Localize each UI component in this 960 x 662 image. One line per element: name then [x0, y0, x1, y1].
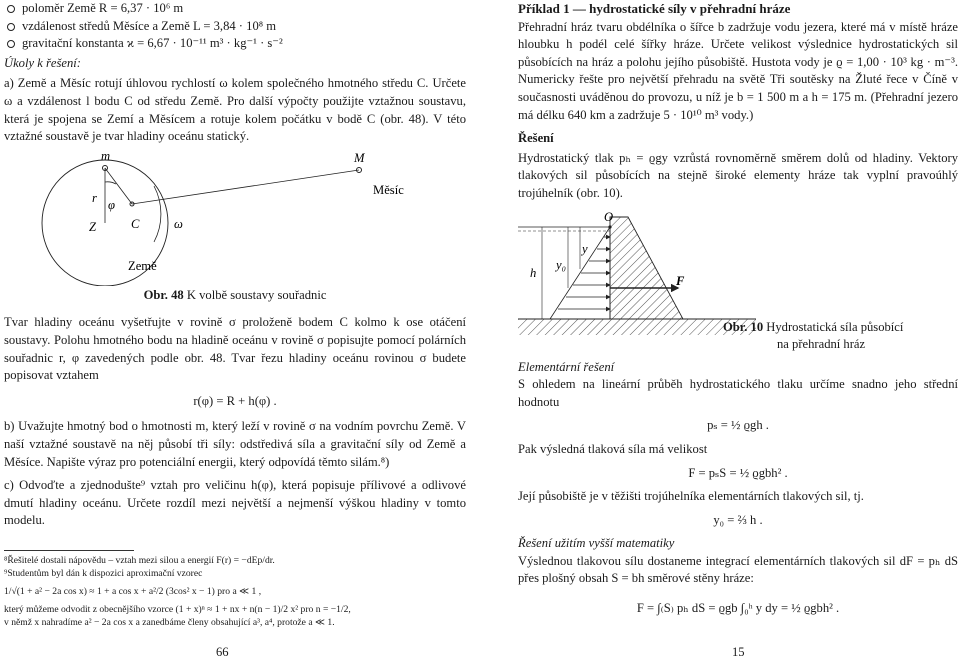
paragraph-shape: Tvar hladiny oceánu vyšetřujte v rovině σ proloženě bodem C kolmo k ose otáčení soustavy. Polohu hmotného bodu na hladině oceánu v rovině σ popisujte pomocí polárních souřadnic r, φ zavedených podle obr. 48. Tvar řezu hladiny oceánu rovinou σ budete popisovat vztahem [4, 315, 466, 383]
caption-number: Obr. 10 [723, 319, 764, 334]
label-m: m [101, 148, 111, 163]
page-number: 15 [732, 645, 745, 659]
tasks-label: Úkoly k řešení: [4, 55, 81, 70]
caption-text: K volbě soustavy souřadnic [186, 287, 327, 302]
force-text: Pak výsledná tlaková síla má velikost [518, 441, 708, 456]
footnote-line: který můžeme odvodit z obecnějšího vzorce (1 + x)ⁿ ≈ 1 + nx + n(n − 1)/2 x² pro n = −1/2, [4, 603, 351, 615]
elementary-text: S ohledem na lineární průběh hydrostatického tlaku určíme snadno jeho střední hodnotu [518, 377, 958, 409]
footnote-line: v němž x nahradíme a² − 2a cos x a zanedbáme členy obsahující a³, a⁴, protože a ≪ 1. [4, 617, 335, 629]
dam-body [610, 217, 683, 319]
angle-arc [105, 182, 116, 184]
caption-text: Hydrostatická síla působící [766, 319, 904, 334]
equation-r-phi: r(φ) = R + h(φ) . [193, 393, 277, 408]
label-C: C [131, 216, 140, 231]
list-item: poloměr Země R = 6,37 · 10⁶ m [4, 0, 466, 18]
figure-48-caption [4, 287, 466, 305]
equation-F: F = pₛS = ½ ϱgbh² . [688, 465, 788, 480]
label-F: F [676, 273, 685, 288]
equation-ps: pₛ = ½ ϱgh . [707, 418, 769, 433]
footnote-equation: 1/√(1 + a² − 2a cos x) ≈ 1 + a cos x + a²/2 (3cos² x − 1) pro a ≪ 1 , [4, 586, 262, 598]
axis-line [132, 170, 359, 204]
figure-10-caption [723, 319, 903, 354]
solution-heading: Řešení [518, 131, 554, 146]
rotation-arc [154, 186, 161, 242]
example-heading: Příklad 1 — hydrostatické síly v přehradní hráze [518, 1, 791, 16]
footnote-8: ⁸Řešitelé dostali nápovědu – vztah mezi silou a energií F(r) = −dEp/dr. [4, 554, 275, 566]
equation-integral: F = ∫₍S₎ pₕ dS = ϱgb ∫₀ʰ y dy = ½ ϱgbh² . [636, 601, 840, 616]
task-c: c) Odvoďte a zjednodušte⁹ vztah pro veličinu h(φ), která popisuje přílivové a odlivové dmutí hladiny oceánu. Určete rozdíl mezi největší a nejmenší výškou hladiny v tomto modelu. [4, 478, 466, 528]
label-M: M [354, 150, 365, 165]
page-number: 66 [216, 645, 229, 659]
higher-math-heading: Řešení užitím vyšší matematiky [518, 536, 675, 551]
point-text: Její působiště je v těžišti trojúhelníka elementárních tlakových sil, tj. [518, 489, 864, 504]
caption-text: na přehradní hráz [777, 337, 866, 352]
label-Z: Z [89, 219, 97, 234]
right-page [518, 0, 958, 658]
label-omega: ω [174, 216, 183, 231]
caption-number: Obr. 48 [143, 287, 184, 302]
earth-moon-diagram [4, 146, 464, 286]
task-a: a) Země a Měsíc rotují úhlovou rychlostí ω kolem společného hmotného středu C. Určete ω a vzdálenost l bodu C od středu Země. Pro další výpočty použijte vztažnou soustavu, která je spojena se Zemí a Měsícem a rotuje kolem počátku v bodě C (obr. 48). V této vztažné soustavě je tvar hladiny oceánu statický. [4, 76, 466, 144]
label-zeme: Země [128, 258, 157, 273]
figure-10 [518, 209, 958, 352]
left-page [4, 0, 466, 658]
equation-y0: y₀ = ⅔ h . [713, 512, 763, 527]
ground-hatch [518, 319, 756, 335]
given-values-list [4, 0, 466, 53]
origin-point [608, 225, 611, 228]
label-O: O [604, 209, 614, 224]
label-y0: y₀ [556, 257, 566, 272]
elementary-heading: Elementární řešení [518, 359, 615, 374]
label-y: y [582, 241, 588, 256]
list-item: vzdálenost středů Měsíce a Země L = 3,84 · 10⁸ m [4, 18, 466, 36]
higher-math-text: Výslednou tlakovou sílu dostaneme integrací elementárních tlakových sil dF = pₕ dS přes plošný obsah S = bh směrové stěny hráze: [518, 553, 958, 586]
list-item: gravitační konstanta ϰ = 6,67 · 10⁻¹¹ m³ · kg⁻¹ · s⁻² [4, 35, 466, 53]
example-intro: Přehradní hráz tvaru obdélníka o šířce b zadržuje vodu jezera, které má v místě hráze hloubku h podél celé šířky hráze. Určete velikost výslednice hydrostatických sil působících na hráz a polohu jejího působiště. Hustota vody je ϱ = 1,00 · 10³ kg · m⁻³. Numericky řešte pro největší přehradu na světě Tři soutěsky na Žluté řece v Číně v současnosti uváděnou do provozu, u níž je b = 1 500 m a h = 175 m. (Přehradní jezero má délku 640 km a zadržuje 5 · 10¹⁰ m³ vody.) [518, 19, 958, 122]
label-phi: φ [108, 197, 115, 212]
footnote-rule [4, 550, 134, 551]
task-b: b) Uvažujte hmotný bod o hmotnosti m, který leží v rovině σ na vodním povrchu Země. V naší vztažné soustavě na něj působí tři síly: odstředivá síla a gravitační síly od Země a Měsíce. Napište výraz pro potenciální energii, který odpovídá těmto silám.⁸) [4, 419, 466, 469]
label-mesic: Měsíc [373, 182, 404, 197]
solution-text: Hydrostatický tlak pₕ = ϱgy vzrůstá rovnoměrně směrem dolů od hladiny. Vektory tlakových sil působících na stejně široké elementy hráze tak vyplní pravoúhlý trojúhelník (obr. 10). [518, 150, 958, 200]
label-r: r [92, 190, 97, 205]
figure-48 [4, 146, 466, 286]
footnote-9: ⁹Studentům byl dán k dispozici aproximační vzorec [4, 568, 203, 580]
label-h: h [530, 265, 537, 280]
